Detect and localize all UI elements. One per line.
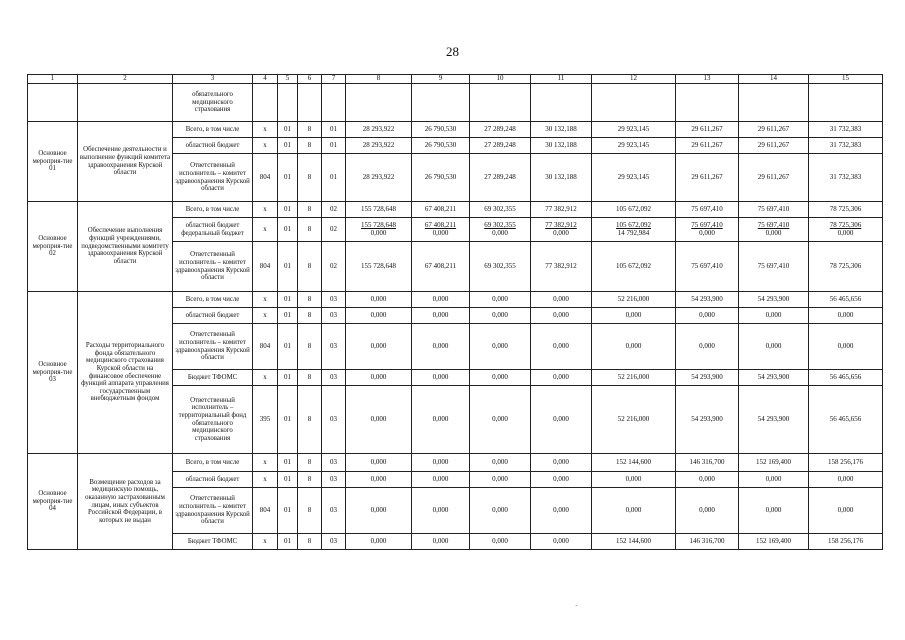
code-cell: 8 [298,218,322,242]
amount-cell: 0,000 [592,488,676,534]
amount-cell: 27 289,248 [470,138,531,154]
event-cell: Основное мероприя-тие 03 [28,292,78,454]
column-number: 14 [739,75,809,84]
amount-cell: 0,000 [531,308,592,324]
amount-cell: 77 382,912 [531,242,592,292]
source-cell: Ответственный исполнитель – комитет здравоохранения Курской области [173,242,253,292]
code-cell: 804 [253,154,278,202]
code-cell: 8 [298,370,322,386]
amount-cell: 0,000 [592,308,676,324]
amount-cell: 0,000 [470,308,531,324]
code-cell: 804 [253,324,278,370]
amount-cell: 146 316,700 [676,534,739,550]
code-cell: x [253,218,278,242]
source-cell: Всего, в том числе [173,122,253,138]
amount-cell: 0,000 [470,370,531,386]
source-cell: Бюджет ТФОМС [173,534,253,550]
code-cell: 01 [322,154,346,202]
amount-cell: 0,000 [809,472,883,488]
code-cell: 01 [278,386,298,454]
amount-cell: 0,000 [739,472,809,488]
header-row [28,75,883,84]
amount-cell: 0,000 [346,292,412,308]
amount-cell: 75 697,410 [739,242,809,292]
amount-cell: 52 216,000 [592,292,676,308]
amount-value-federal: 14 792,984 [617,228,650,237]
source-cell: Ответственный исполнитель – комитет здравоохранения Курской области [173,488,253,534]
amount-value-federal: 0,000 [765,228,782,237]
code-cell: x [253,534,278,550]
code-cell: x [253,370,278,386]
amount-cell: 31 732,383 [809,122,883,138]
code-cell [322,84,346,122]
code-cell: 02 [322,242,346,292]
amount-cell: 28 293,922 [346,122,412,138]
code-cell: 03 [322,292,346,308]
amount-cell: 0,000 [412,308,470,324]
column-number: 4 [253,75,278,84]
amount-cell: 75 697,410 [676,242,739,292]
amount-value: 75 697,410 [757,220,790,229]
source-cell: Всего, в том числе [173,454,253,472]
description-cell: Возмещение расходов за медицинскую помощь, оказанную застрахованным лицам, иных субъектов Российской Федерации, в которых не выдан [78,454,173,550]
amount-cell: 52 216,000 [592,370,676,386]
description-cell: Обеспечение выполнения функций учреждениями, подведомственными комитету здравоохранения Курской области [78,202,173,292]
amount-cell: 29 611,267 [676,154,739,202]
amount-value: 69 302,355 [484,220,516,229]
source-cell: Ответственный исполнитель – комитет здравоохранения Курской области [173,154,253,202]
code-cell: 01 [278,292,298,308]
code-cell: 8 [298,122,322,138]
code-cell: 03 [322,534,346,550]
code-cell: 8 [298,534,322,550]
amount-cell: 0,000 [676,308,739,324]
amount-cell: 0,000 [412,454,470,472]
amount-cell: 75 697,410 [676,202,739,218]
amount-cell: 69 302,355 [470,202,531,218]
source-cell: областной бюджет [173,472,253,488]
amount-cell: 29 611,267 [739,154,809,202]
event-cell: Основное мероприя-тие 02 [28,202,78,292]
amount-cell: 0,000 [470,454,531,472]
amount-cell [592,84,676,122]
table-row [28,292,883,308]
amount-cell [676,84,739,122]
column-number: 3 [173,75,253,84]
code-cell: 01 [278,472,298,488]
code-cell: 804 [253,488,278,534]
source-cell: Ответственный исполнитель – комитет здравоохранения Курской области [173,324,253,370]
amount-cell: 0,000 [346,308,412,324]
amount-cell: 78 725,306 [809,202,883,218]
code-cell: 01 [278,218,298,242]
amount-cell: 0,000 [412,324,470,370]
code-cell: 01 [278,138,298,154]
amount-cell: 0,000 [470,292,531,308]
source-cell: областной бюджет [173,138,253,154]
code-cell: 01 [278,454,298,472]
amount-cell [739,218,809,242]
amount-cell: 0,000 [412,534,470,550]
amount-cell: 0,000 [739,324,809,370]
code-cell: 395 [253,386,278,454]
code-cell [253,84,278,122]
amount-cell: 146 316,700 [676,454,739,472]
amount-cell: 152 169,400 [739,534,809,550]
amount-value: 77 382,912 [545,220,577,229]
table-row [28,122,883,138]
amount-cell: 0,000 [346,386,412,454]
amount-cell: 0,000 [346,488,412,534]
code-cell: 8 [298,308,322,324]
amount-cell: 26 790,530 [412,138,470,154]
amount-cell: 52 216,000 [592,386,676,454]
code-cell: 8 [298,454,322,472]
amount-cell: 78 725,306 [809,242,883,292]
source-cell: Всего, в том числе [173,292,253,308]
code-cell: 01 [278,324,298,370]
code-cell: 01 [278,122,298,138]
code-cell: x [253,202,278,218]
amount-cell: 29 611,267 [739,138,809,154]
amount-cell: 0,000 [531,534,592,550]
amount-cell: 56 465,656 [809,386,883,454]
amount-cell: 0,000 [809,488,883,534]
amount-cell [470,218,531,242]
amount-cell: 0,000 [809,308,883,324]
source-cell: Ответственный исполнитель – территориальный фонд обязательного медицинского страхования [173,386,253,454]
code-cell: x [253,308,278,324]
amount-cell: 0,000 [739,488,809,534]
amount-cell: 75 697,410 [739,202,809,218]
code-cell: 02 [322,202,346,218]
amount-value-federal: 0,000 [837,228,854,237]
amount-cell: 0,000 [592,472,676,488]
amount-cell: 0,000 [676,324,739,370]
code-cell: x [253,122,278,138]
page-number: 28 [446,44,459,59]
amount-cell: 0,000 [346,454,412,472]
amount-cell: 0,000 [412,472,470,488]
code-cell: 01 [278,308,298,324]
amount-cell: 0,000 [531,488,592,534]
amount-cell: 158 256,176 [809,534,883,550]
code-cell: 8 [298,324,322,370]
amount-cell: 0,000 [676,488,739,534]
column-number: 9 [412,75,470,84]
amount-value-federal: 0,000 [553,228,569,237]
amount-cell [346,218,412,242]
column-number: 10 [470,75,531,84]
code-cell: 8 [298,138,322,154]
amount-cell: 152 169,400 [739,454,809,472]
amount-cell: 28 293,922 [346,138,412,154]
amount-value: 105 672,092 [616,220,651,229]
code-cell: 01 [322,138,346,154]
source-cell: областной бюджет федеральный бюджет [173,218,253,242]
amount-cell: 0,000 [531,386,592,454]
code-cell: 03 [322,324,346,370]
amount-cell: 54 293,900 [739,370,809,386]
column-number: 2 [78,75,173,84]
description-cell: Обеспечение деятельности и выполнение функций комитета здравоохранения Курской области [78,122,173,202]
amount-cell [412,84,470,122]
amount-cell: 0,000 [470,488,531,534]
amount-value: 75 697,410 [691,220,723,229]
table-row [28,454,883,472]
code-cell: 01 [278,242,298,292]
amount-cell: 30 132,188 [531,122,592,138]
amount-cell: 26 790,530 [412,122,470,138]
code-cell: 03 [322,370,346,386]
amount-cell: 0,000 [470,386,531,454]
amount-cell [531,218,592,242]
code-cell: 8 [298,292,322,308]
event-cell [28,84,78,122]
column-number: 1 [28,75,78,84]
amount-cell: 54 293,900 [739,386,809,454]
amount-cell: 0,000 [412,370,470,386]
amount-cell: 67 408,211 [412,242,470,292]
amount-cell: 54 293,900 [676,292,739,308]
column-number: 8 [346,75,412,84]
code-cell: 8 [298,154,322,202]
amount-cell: 155 728,648 [346,242,412,292]
amount-cell [809,84,883,122]
code-cell: 01 [278,202,298,218]
amount-cell: 77 382,912 [531,202,592,218]
code-cell [298,84,322,122]
code-cell: 8 [298,202,322,218]
amount-cell: 54 293,900 [676,386,739,454]
amount-value-federal: 0,000 [370,228,387,237]
amount-cell: 67 408,211 [412,202,470,218]
amount-cell [592,218,676,242]
source-cell: Бюджет ТФОМС [173,370,253,386]
scan-mark: · [575,602,578,610]
amount-cell: 27 289,248 [470,154,531,202]
amount-cell: 29 923,145 [592,138,676,154]
code-cell: 8 [298,488,322,534]
amount-cell: 54 293,900 [676,370,739,386]
amount-value-federal: 0,000 [699,228,715,237]
amount-cell: 29 611,267 [739,122,809,138]
column-number: 13 [676,75,739,84]
event-cell: Основное мероприя-тие 04 [28,454,78,550]
amount-cell: 152 144,600 [592,454,676,472]
source-cell: обязательного медицинского страхования [173,84,253,122]
amount-cell: 30 132,188 [531,138,592,154]
amount-cell: 26 790,530 [412,154,470,202]
amount-cell: 0,000 [531,454,592,472]
amount-cell: 0,000 [470,472,531,488]
code-cell: 8 [298,242,322,292]
amount-cell: 31 732,383 [809,154,883,202]
amount-cell: 29 611,267 [676,122,739,138]
code-cell: 804 [253,242,278,292]
code-cell: 01 [278,488,298,534]
amount-cell: 30 132,188 [531,154,592,202]
amount-cell: 54 293,900 [739,292,809,308]
amount-cell: 0,000 [592,324,676,370]
amount-cell: 0,000 [676,472,739,488]
amount-cell: 56 465,656 [809,292,883,308]
amount-value-federal: 0,000 [432,228,449,237]
source-cell: Всего, в том числе [173,202,253,218]
code-cell: 03 [322,454,346,472]
code-cell: 03 [322,488,346,534]
amount-cell: 0,000 [470,324,531,370]
amount-cell: 0,000 [346,472,412,488]
amount-value: 67 408,211 [424,220,457,229]
column-number: 12 [592,75,676,84]
amount-value: 155 728,648 [361,220,396,229]
code-cell: 8 [298,472,322,488]
amount-cell: 0,000 [531,292,592,308]
amount-value-federal: 0,000 [492,228,508,237]
amount-cell: 29 923,145 [592,154,676,202]
code-cell: 8 [298,386,322,454]
column-number: 5 [278,75,298,84]
code-cell [278,84,298,122]
description-cell: Расходы территориального фонда обязательного медицинского страхования Курской области на финансовое обеспечение функций аппарата управления государственным внебюджетным фондом [78,292,173,454]
amount-cell: 56 465,656 [809,370,883,386]
amount-cell: 0,000 [412,292,470,308]
amount-value: 78 725,306 [829,220,862,229]
amount-cell [531,84,592,122]
amount-cell: 0,000 [346,534,412,550]
code-cell: x [253,472,278,488]
amount-cell [470,84,531,122]
amount-cell: 0,000 [531,324,592,370]
code-cell: 03 [322,472,346,488]
amount-cell: 0,000 [531,370,592,386]
amount-cell: 29 923,145 [592,122,676,138]
amount-cell: 0,000 [739,308,809,324]
amount-cell: 152 144,600 [592,534,676,550]
amount-cell: 0,000 [470,534,531,550]
column-number: 11 [531,75,592,84]
description-cell [78,84,173,122]
table-row [28,84,883,122]
code-cell: 02 [322,218,346,242]
amount-cell: 0,000 [412,386,470,454]
code-cell: 03 [322,386,346,454]
amount-cell [676,218,739,242]
amount-cell: 31 732,383 [809,138,883,154]
amount-cell [739,84,809,122]
budget-table [27,74,883,550]
amount-cell: 0,000 [412,488,470,534]
code-cell: x [253,138,278,154]
code-cell: 01 [278,534,298,550]
code-cell: x [253,454,278,472]
event-cell: Основное мероприя-тие 01 [28,122,78,202]
code-cell: 01 [322,122,346,138]
amount-cell [809,218,883,242]
code-cell: 01 [278,154,298,202]
amount-cell: 155 728,648 [346,202,412,218]
code-cell: 01 [278,370,298,386]
amount-cell: 28 293,922 [346,154,412,202]
amount-cell: 0,000 [346,324,412,370]
amount-cell: 0,000 [809,324,883,370]
code-cell: 03 [322,308,346,324]
amount-cell: 27 289,248 [470,122,531,138]
column-number: 6 [298,75,322,84]
amount-cell: 69 302,355 [470,242,531,292]
code-cell: x [253,292,278,308]
amount-cell: 105 672,092 [592,242,676,292]
amount-cell [346,84,412,122]
column-number: 7 [322,75,346,84]
amount-cell: 29 611,267 [676,138,739,154]
source-cell: областной бюджет [173,308,253,324]
amount-cell: 158 256,176 [809,454,883,472]
amount-cell: 0,000 [531,472,592,488]
amount-cell: 105 672,092 [592,202,676,218]
table-row [28,202,883,218]
column-number: 15 [809,75,883,84]
amount-cell: 0,000 [346,370,412,386]
amount-cell [412,218,470,242]
